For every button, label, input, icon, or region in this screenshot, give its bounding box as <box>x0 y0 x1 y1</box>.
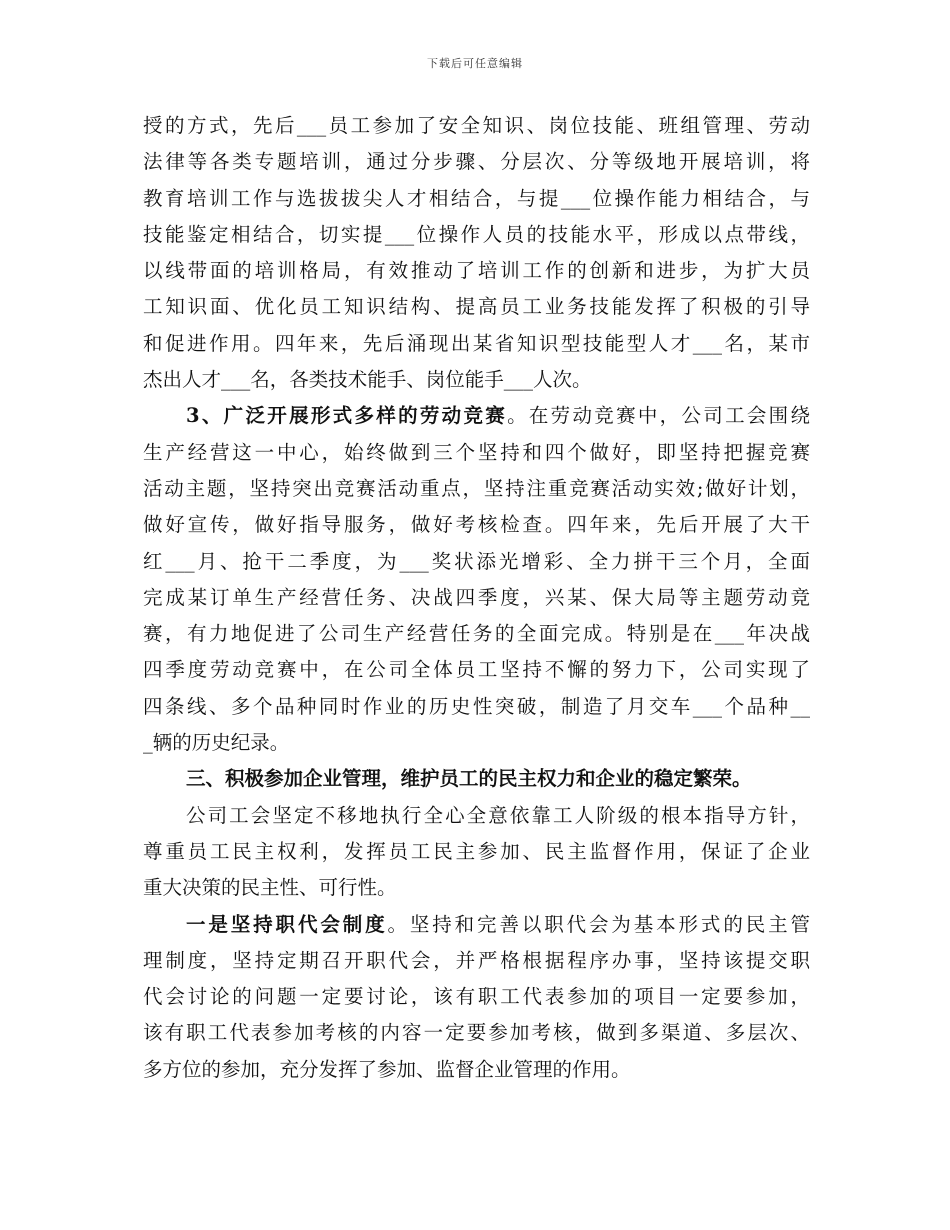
text-segment: 。坚持和完善以职代会为基本形式的民主管 <box>387 912 810 936</box>
text-segment: 活动主题，坚持突出竞赛活动重点，坚持注重竞赛活动实效;做好计划， <box>143 476 810 500</box>
text-segment: 教育培训工作与选拔拔尖人才相结合，与提___位操作能力相结合，与 <box>143 186 810 210</box>
text-segment: 做好宣传，做好指导服务，做好考核检查。四年来，先后开展了大干 <box>143 513 810 537</box>
text-segment: 技能鉴定相结合，切实提___位操作人员的技能水平，形成以点带线， <box>143 222 810 246</box>
text-line <box>143 326 810 362</box>
text-segment: 该有职工代表参加考核的内容一定要参加考核，做到多渠道、多层次、 <box>143 1021 810 1045</box>
text-segment: 完成某订单生产经营任务、决战四季度，兴某、保大局等主题劳动竞 <box>143 585 810 609</box>
text-line <box>143 398 810 434</box>
text-segment: 理制度，坚持定期召开职代会，并严格根据程序办事，坚持该提交职 <box>143 948 810 972</box>
text-line <box>143 1015 810 1051</box>
text-line <box>143 616 810 652</box>
text-segment: 四季度劳动竞赛中，在公司全体员工坚持不懈的努力下，公司实现了 <box>143 658 810 682</box>
text-line <box>143 435 810 471</box>
text-line <box>143 943 810 979</box>
text-line <box>143 507 810 543</box>
text-segment: 杰出人才___名，各类技术能手、岗位能手___人次。 <box>143 368 592 392</box>
text-segment: 法律等各类专题培训，通过分步骤、分层次、分等级地开展培训，将 <box>143 150 810 174</box>
text-line <box>143 580 810 616</box>
text-line <box>143 362 810 398</box>
text-segment: 生产经营这一中心，始终做到三个坚持和四个做好，即坚持把握竞赛 <box>143 440 810 464</box>
text-segment: 和促进作用。四年来，先后涌现出某省知识型技能型人才___名，某市 <box>143 331 810 355</box>
text-segment: 代会讨论的问题一定要讨论，该有职工代表参加的项目一定要参加， <box>143 985 810 1009</box>
text-line <box>143 181 810 217</box>
text-segment: 四条线、多个品种同时作业的历史性突破，制造了月交车___个品种__ <box>143 694 810 718</box>
text-line <box>143 979 810 1015</box>
text-line <box>143 1052 810 1088</box>
text-line <box>143 870 810 906</box>
text-segment: 多方位的参加，充分发挥了参加、监督企业管理的作用。 <box>143 1057 631 1081</box>
text-line <box>143 761 810 797</box>
bold-text-segment: 3、广泛开展形式多样的劳动竞赛 <box>186 404 508 428</box>
text-segment: 公司工会坚定不移地执行全心全意依靠工人阶级的根本指导方针， <box>186 803 810 827</box>
text-line <box>143 144 810 180</box>
text-line <box>143 725 810 761</box>
bold-text-segment: 三、积极参加企业管理，维护员工的民主权力和企业的稳定繁荣。 <box>186 767 752 791</box>
text-segment: 重大决策的民主性、可行性。 <box>143 876 397 900</box>
text-segment: 尊重员工民主权利，发挥员工民主参加、民主监督作用，保证了企业 <box>143 839 810 863</box>
text-line <box>143 907 810 943</box>
text-line <box>143 289 810 325</box>
bold-text-segment: 一是坚持职代会制度 <box>186 912 388 936</box>
text-line <box>143 652 810 688</box>
text-line <box>143 108 810 144</box>
text-segment: 工知识面、优化员工知识结构、提高员工业务技能发挥了积极的引导 <box>143 295 810 319</box>
text-line <box>143 217 810 253</box>
text-line <box>143 253 810 289</box>
document-body <box>143 108 810 1088</box>
text-segment: 授的方式，先后___员工参加了安全知识、岗位技能、班组管理、劳动 <box>143 114 810 137</box>
page-header: 下载后可任意编辑 <box>427 57 523 70</box>
text-line <box>143 834 810 870</box>
text-segment: 以线带面的培训格局，有效推动了培训工作的创新和进步，为扩大员 <box>143 259 810 283</box>
text-line <box>143 798 810 834</box>
text-segment: 。在劳动竞赛中，公司工会围绕 <box>507 404 810 428</box>
text-segment: 赛，有力地促进了公司生产经营任务的全面完成。特别是在___年决战 <box>143 622 810 646</box>
text-segment: _辆的历史纪录。 <box>143 731 290 755</box>
text-segment: 红___月、抢干二季度，为___奖状添光增彩、全力拼干三个月，全面 <box>143 549 810 573</box>
text-line <box>143 544 810 580</box>
text-line <box>143 689 810 725</box>
text-line <box>143 471 810 507</box>
